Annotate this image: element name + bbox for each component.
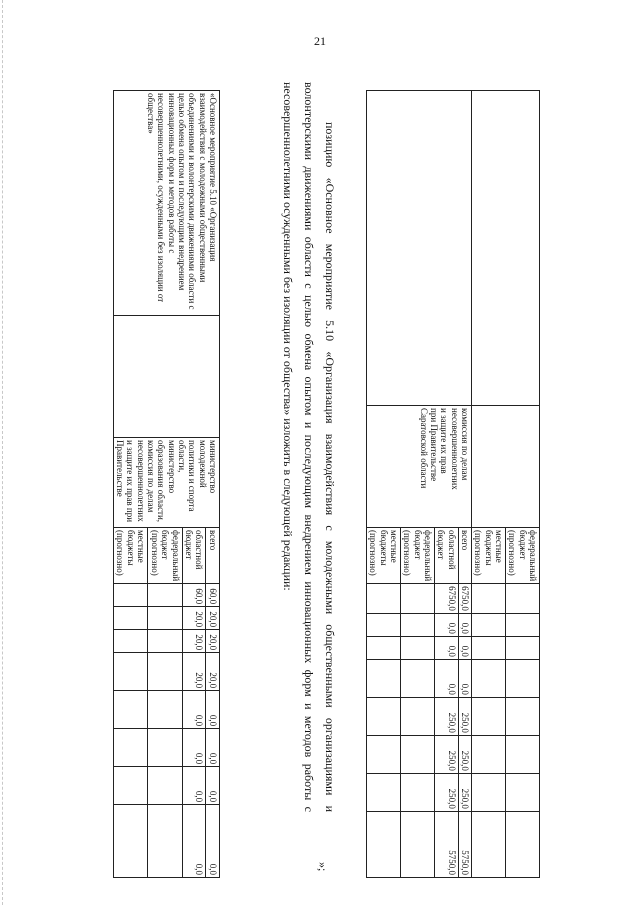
funding-value: [471, 584, 505, 614]
funding-value: [148, 767, 182, 805]
funding-value: [505, 773, 539, 811]
measure-cell-empty: [366, 91, 471, 406]
funding-value: [113, 630, 148, 653]
funding-value: 5750,0: [434, 811, 458, 877]
funding-source: федеральный бюджет (прогнозно): [505, 528, 539, 584]
funding-source: всего: [206, 528, 220, 584]
funding-value: [366, 735, 400, 773]
funding-value: [113, 805, 148, 878]
funding-value: [148, 630, 182, 653]
funding-value: [505, 613, 539, 636]
funding-value: [505, 636, 539, 659]
funding-value: 250,0: [434, 735, 458, 773]
funding-value: 0,0: [206, 767, 220, 805]
funding-value: [471, 811, 505, 877]
funding-value: [366, 659, 400, 697]
funding-value: 5750,0: [458, 811, 471, 877]
funding-source: областной бюджет: [182, 528, 206, 584]
funding-value: [505, 584, 539, 614]
funding-value: 0,0: [458, 659, 471, 697]
funding-value: 20,0: [182, 653, 206, 691]
funding-value: [400, 584, 434, 614]
funding-source: местные бюджеты (прогнозно): [366, 528, 400, 584]
measure-cell: «Основное мероприятие 5.10 «Организация взаимодействия с молодежными общественными объединениями и волонтерскими движениями области с целью обмена опытом и последующим внедрением инновационных форм и методов работы с несовершеннолетними, осужденными без изоляции от общества»: [113, 91, 219, 316]
responsible-cell: министерство молодежной политики и спорта области, министерство образования области, комиссия по делам несовершеннолетних и защите их прав при Правительстве: [113, 438, 219, 528]
funding-value: 250,0: [458, 735, 471, 773]
funding-value: [148, 729, 182, 767]
funding-table-continued: [366, 90, 540, 878]
funding-value: [113, 729, 148, 767]
funding-value: [400, 811, 434, 877]
funding-value: [113, 607, 148, 630]
funding-value: [113, 691, 148, 729]
funding-value: [400, 697, 434, 735]
funding-value: [400, 636, 434, 659]
funding-value: 6750,0: [434, 584, 458, 614]
funding-source: всего: [458, 528, 471, 584]
closing-quote-mark: »;: [316, 862, 330, 872]
funding-value: 60,0: [206, 584, 220, 607]
funding-value: [471, 613, 505, 636]
spacer-cell: [113, 316, 219, 438]
funding-value: 0,0: [434, 659, 458, 697]
page-number: 21: [314, 34, 326, 48]
funding-value: 0,0: [182, 805, 206, 878]
funding-value: 6750,0: [458, 584, 471, 614]
funding-value: [471, 636, 505, 659]
funding-value: [471, 773, 505, 811]
responsible-line: комиссия по делам: [459, 408, 470, 481]
funding-value: 0,0: [182, 691, 206, 729]
funding-table-5-10: [113, 90, 220, 878]
funding-value: [400, 735, 434, 773]
funding-value: [113, 767, 148, 805]
funding-value: 20,0: [206, 653, 220, 691]
measure-cell-empty: [471, 91, 539, 406]
funding-value: 250,0: [434, 773, 458, 811]
responsible-cell: [366, 406, 471, 528]
funding-value: 0,0: [206, 805, 220, 878]
funding-value: 0,0: [182, 729, 206, 767]
funding-value: [148, 653, 182, 691]
funding-value: [400, 613, 434, 636]
funding-value: [366, 584, 400, 614]
funding-value: [366, 697, 400, 735]
funding-source: местные бюджеты (прогнозно): [113, 528, 148, 584]
funding-value: [113, 584, 148, 607]
table-row: [206, 91, 220, 878]
table-row: [458, 91, 471, 878]
table-row: [505, 91, 539, 878]
funding-value: 60,0: [182, 584, 206, 607]
funding-value: 0,0: [206, 729, 220, 767]
funding-value: 0,0: [458, 636, 471, 659]
funding-value: [471, 697, 505, 735]
responsible-line: несовершеннолетних: [449, 408, 460, 490]
funding-value: [148, 607, 182, 630]
funding-value: 20,0: [206, 607, 220, 630]
funding-value: 0,0: [434, 613, 458, 636]
funding-value: [471, 735, 505, 773]
funding-value: [505, 659, 539, 697]
funding-value: [148, 584, 182, 607]
funding-value: 250,0: [458, 697, 471, 735]
funding-value: [471, 659, 505, 697]
responsible-line: Саратовской области: [418, 408, 429, 489]
funding-value: [366, 773, 400, 811]
funding-source: федеральный бюджет (прогнозно): [148, 528, 182, 584]
funding-value: [505, 697, 539, 735]
funding-value: 0,0: [206, 691, 220, 729]
funding-value: [148, 691, 182, 729]
responsible-cell-empty: [471, 406, 539, 528]
funding-value: [148, 805, 182, 878]
responsible-line: и защите их прав: [439, 408, 450, 474]
funding-value: [400, 773, 434, 811]
funding-source: областной бюджет: [434, 528, 458, 584]
funding-value: 0,0: [182, 767, 206, 805]
amendment-paragraph: [277, 82, 340, 812]
funding-value: 20,0: [182, 630, 206, 653]
funding-value: [366, 613, 400, 636]
funding-value: 20,0: [182, 607, 206, 630]
funding-value: [113, 653, 148, 691]
funding-source: федеральный бюджет (прогнозно): [400, 528, 434, 584]
funding-value: 20,0: [206, 630, 220, 653]
funding-value: [366, 811, 400, 877]
funding-value: 0,0: [458, 613, 471, 636]
funding-source: местные бюджеты (прогнозно): [471, 528, 505, 584]
funding-value: 250,0: [434, 697, 458, 735]
responsible-line: при Правительстве: [428, 408, 439, 482]
funding-value: 250,0: [458, 773, 471, 811]
funding-value: [366, 636, 400, 659]
funding-value: [400, 659, 434, 697]
funding-value: [505, 735, 539, 773]
funding-value: 0,0: [434, 636, 458, 659]
funding-value: [505, 811, 539, 877]
amendment-text: позицию «Основное мероприятие 5.10 «Организация взаимодействия с молодежными общественными организациями и волонтерскими движениями области с целью обмена опытом и последующим внедрением инновационных форм и методов работы с несовершеннолетними осужденными без изоляции от общества» изложить в следующей редакции:: [281, 82, 337, 812]
